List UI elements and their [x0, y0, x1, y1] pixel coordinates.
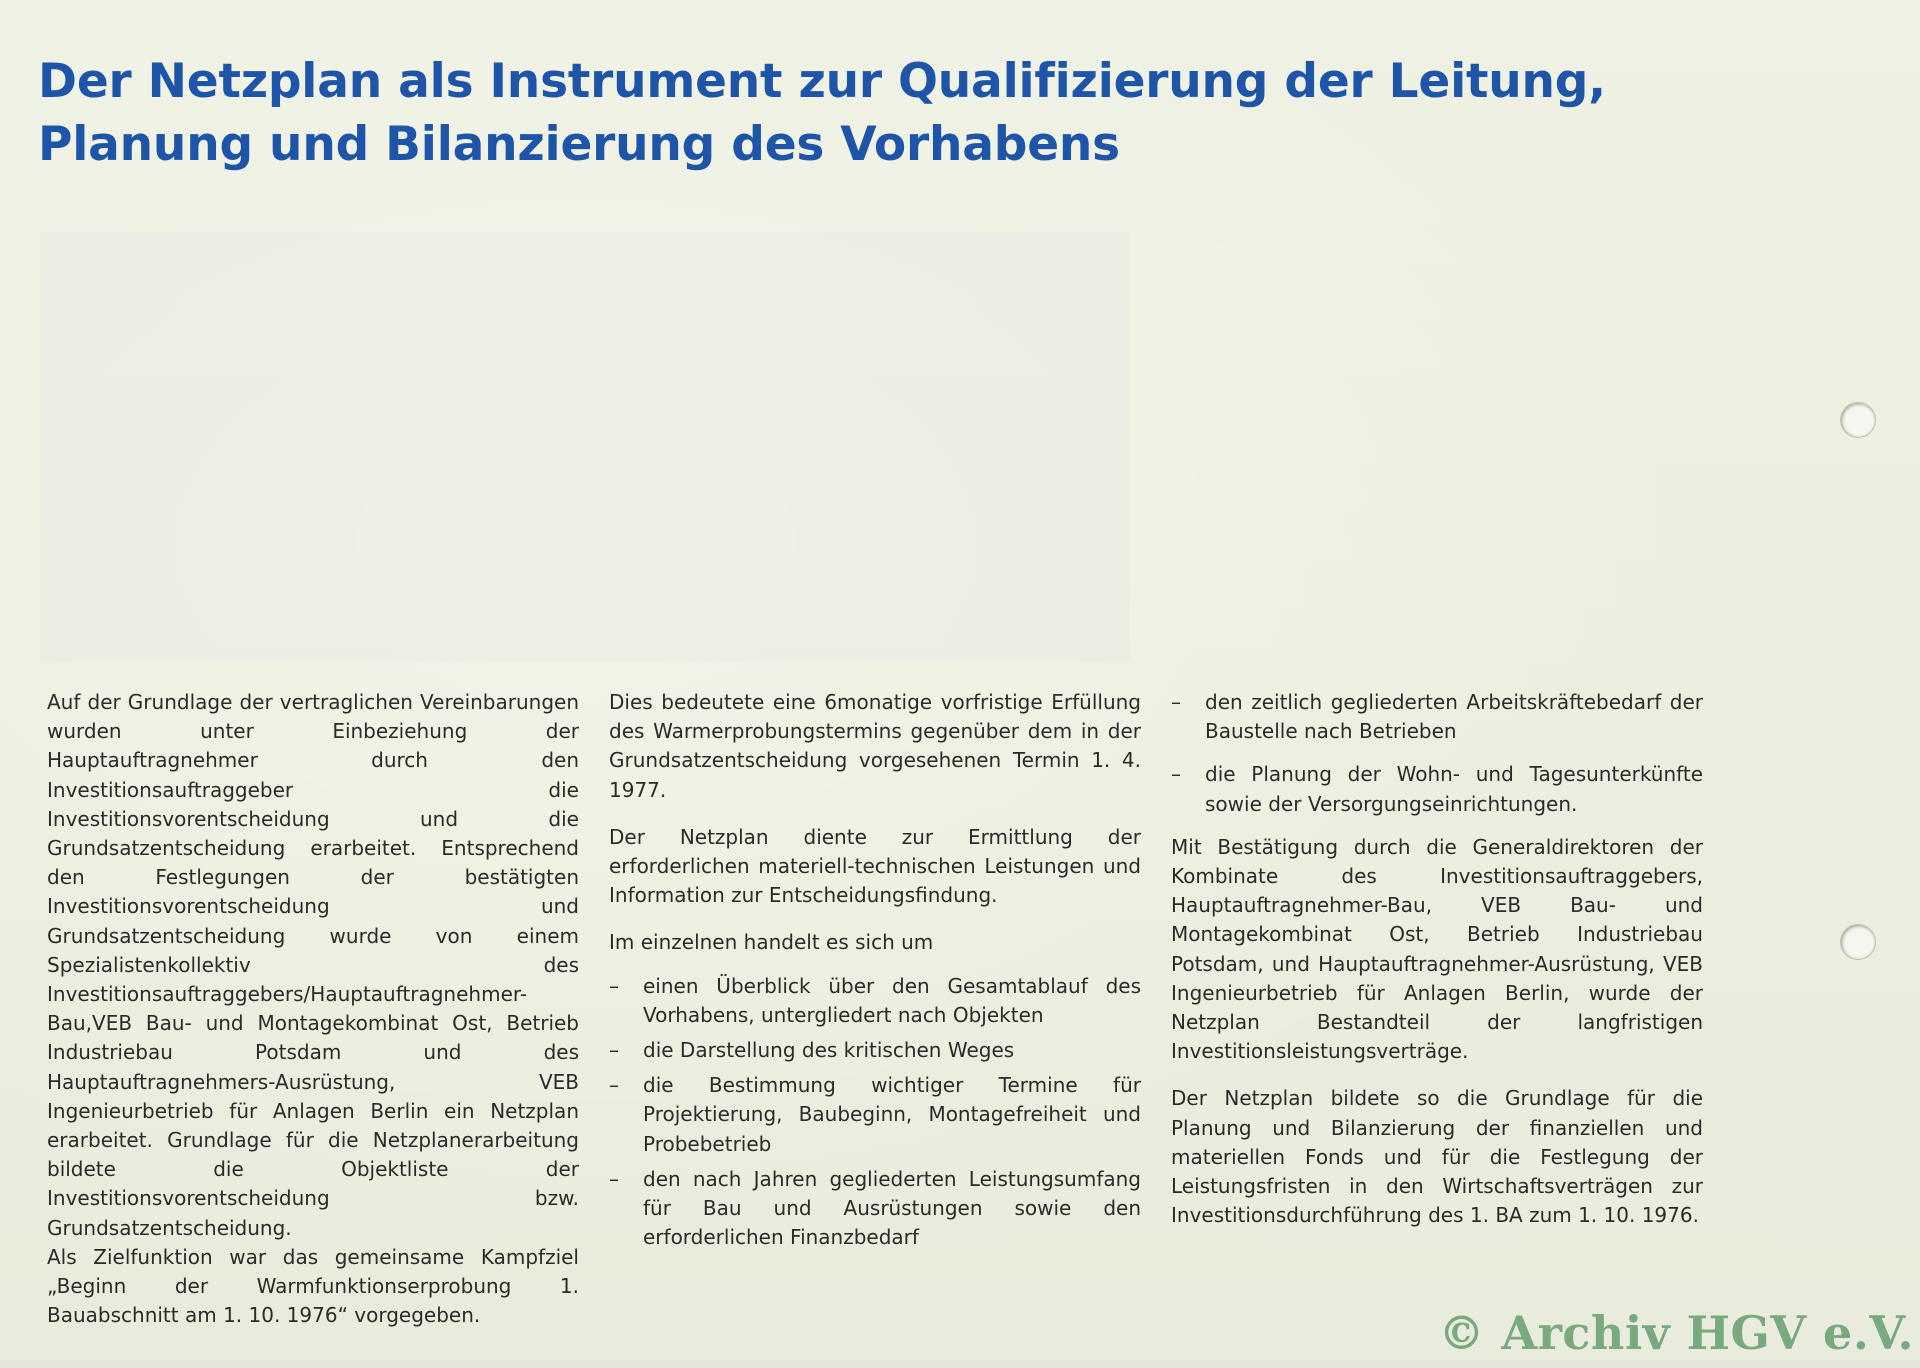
list-item: – einen Überblick über den Gesamtablauf des Vorhabens, untergliedert nach Objekten [609, 972, 1141, 1030]
text-column-3 [1171, 688, 1703, 1230]
list-item: – den zeitlich gegliederten Arbeitskräftebedarf der Baustelle nach Betrieben [1171, 688, 1703, 746]
title-line-1: Der Netzplan als Instrument zur Qualifizierung der Leitung, [38, 54, 1606, 109]
list-item: – die Darstellung des kritischen Weges [609, 1036, 1141, 1065]
page-title [38, 50, 1606, 176]
paragraph: Auf der Grundlage der vertraglichen Vereinbarungen wurden unter Einbeziehung der Hauptauftragnehmer durch den Investitionsauftraggeber die Investitionsvorentscheidung und die Grundsatzentscheidung erarbeitet. Entsprechend den Festlegungen der bestätigten Investitionsvorentscheidung und Grundsatzentscheidung wurde von einem Spezialistenkollektiv des Investitionsauftraggebers/Hauptauftragnehmer-Bau,VEB Bau- und Montagekombinat Ost, Betrieb Industriebau Potsdam und des Hauptauftragnehmers-Ausrüstung, VEB Ingenieurbetrieb für Anlagen Berlin ein Netzplan erarbeitet. Grundlage für die Netzplanerarbeitung bildete die Objektliste der Investitionsvorentscheidung bzw. Grundsatzentscheidung. [47, 690, 579, 1240]
text-column-1 [47, 688, 579, 1330]
scan-edge [0, 1360, 1920, 1368]
paragraph: Mit Bestätigung durch die Generaldirektoren der Kombinate des Investitionsauftraggebers, Hauptauftragnehmer-Bau, VEB Bau- und Montagekombinat Ost, Betrieb Industriebau Potsdam, und Hauptauftragnehmer-Ausrüstung, VEB Ingenieurbetrieb für Anlagen Berlin, wurde der Netzplan Bestandteil der langfristigen Investitionsleistungsverträge. [1171, 834, 1703, 1064]
paragraph: Als Zielfunktion war das gemeinsame Kampfziel „Beginn der Warmfunktionserprobung 1. Bauabschnitt am 1. 10. 1976“ vorgegeben. [47, 1244, 579, 1328]
paragraph: Im einzelnen handelt es sich um [609, 930, 934, 955]
paragraph: Der Netzplan bildete so die Grundlage für die Planung und Bilanzierung der finanziellen und materiellen Fonds und für die Festlegung der Leistungsfristen in den Wirtschaftsverträgen zur Investitionsdurchführung des 1. BA zum 1. 10. 1976. [1171, 1086, 1703, 1228]
dash-list [1171, 688, 1703, 819]
paragraph: Dies bedeutete eine 6monatige vorfristige Erfüllung des Warmerprobungstermins gegenüber dem in der Grundsatzentscheidung vorgesehenen Termin 1. 4. 1977. [609, 690, 1141, 802]
punch-hole [1841, 925, 1875, 959]
paragraph: Der Netzplan diente zur Ermittlung der erforderlichen materiell-technischen Leistungen und Information zur Entscheidungsfindung. [609, 824, 1141, 908]
list-item: – die Bestimmung wichtiger Termine für Projektierung, Baubeginn, Montagefreiheit und Probebetrieb [609, 1071, 1141, 1159]
title-line-2: Planung und Bilanzierung des Vorhabens [38, 117, 1120, 172]
list-item: – den nach Jahren gegliederten Leistungsumfang für Bau und Ausrüstungen sowie den erforderlichen Finanzbedarf [609, 1165, 1141, 1253]
punch-hole [1841, 403, 1875, 437]
faded-image-area [40, 232, 1130, 662]
archive-watermark: © Archiv HGV e.V. [1438, 1306, 1914, 1360]
dash-list [609, 972, 1141, 1253]
list-item: – die Planung der Wohn- und Tagesunterkünfte sowie der Versorgungseinrichtungen. [1171, 760, 1703, 818]
text-column-2 [609, 688, 1141, 1252]
